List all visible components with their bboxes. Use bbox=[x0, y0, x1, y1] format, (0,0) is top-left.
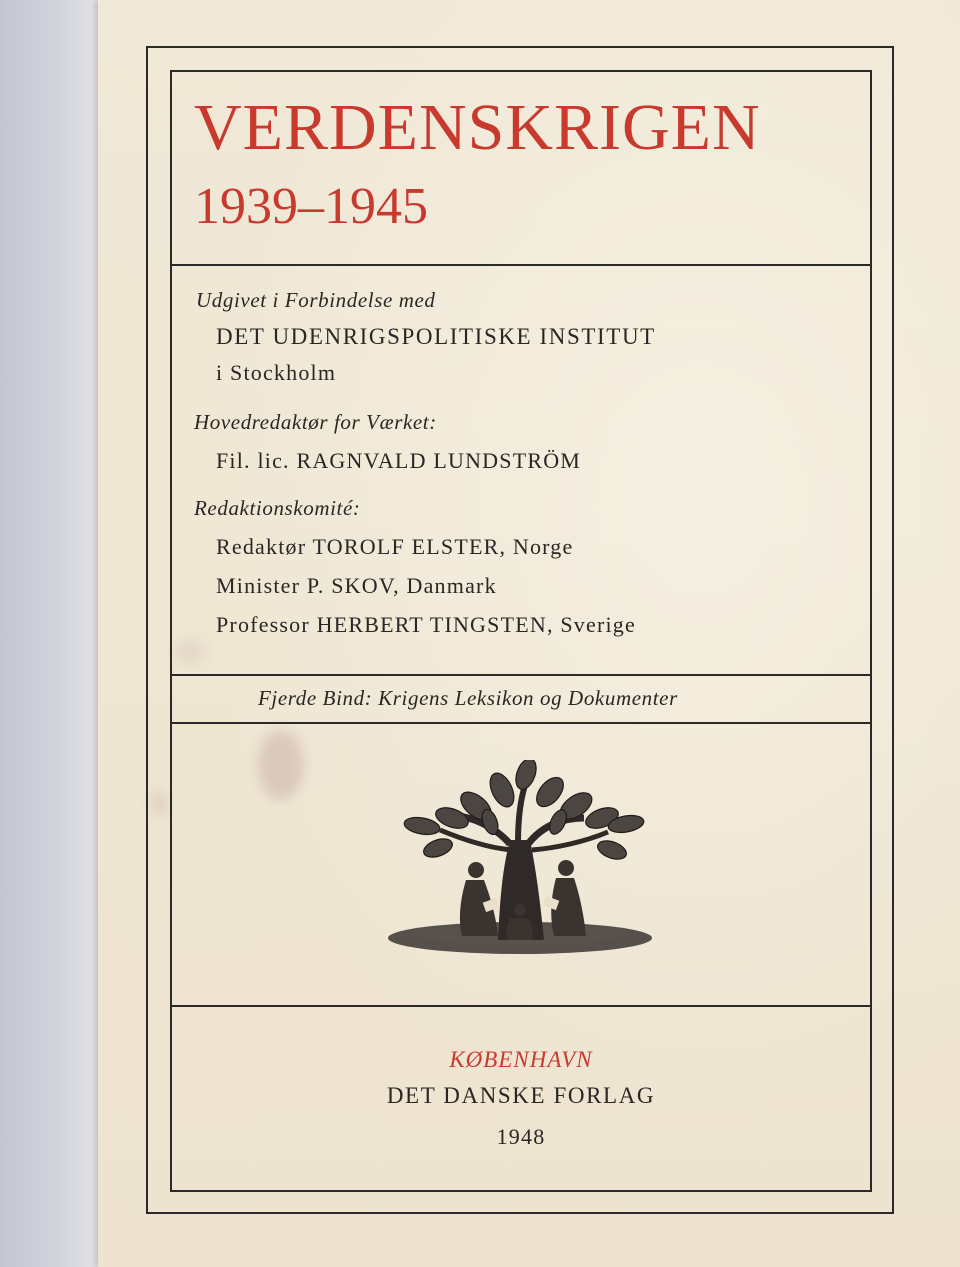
published-intro: Udgivet i Forbindelse med bbox=[196, 288, 436, 312]
divider-volume bbox=[170, 722, 872, 724]
publication-year: 1948 bbox=[496, 1124, 546, 1149]
institute-name: DET UDENRIGSPOLITISKE INSTITUT bbox=[216, 324, 656, 349]
divider-title bbox=[170, 264, 872, 266]
committee-heading: Redaktionskomité: bbox=[194, 496, 361, 520]
chief-editor-heading: Hovedredaktør for Værket: bbox=[194, 410, 437, 434]
committee-member: Professor HERBERT TINGSTEN, Sverige bbox=[216, 612, 636, 637]
book-years: 1939–1945 bbox=[194, 178, 428, 235]
divider-committee bbox=[170, 674, 872, 676]
scan-background bbox=[0, 0, 98, 1267]
book-title: VERDENSKRIGEN bbox=[194, 91, 761, 164]
committee-member: Redaktør TOROLF ELSTER, Norge bbox=[216, 534, 574, 559]
divider-illustration bbox=[170, 1005, 872, 1007]
chief-editor: Fil. lic. RAGNVALD LUNDSTRÖM bbox=[216, 448, 582, 473]
committee-member: Minister P. SKOV, Danmark bbox=[216, 573, 497, 598]
institute-city: i Stockholm bbox=[216, 360, 337, 385]
publisher-city: KØBENHAVN bbox=[449, 1047, 593, 1072]
volume-title: Fjerde Bind: Krigens Leksikon og Dokumenter bbox=[258, 686, 678, 710]
publisher-name: DET DANSKE FORLAG bbox=[386, 1083, 656, 1108]
tree-with-readers-icon bbox=[380, 760, 660, 960]
